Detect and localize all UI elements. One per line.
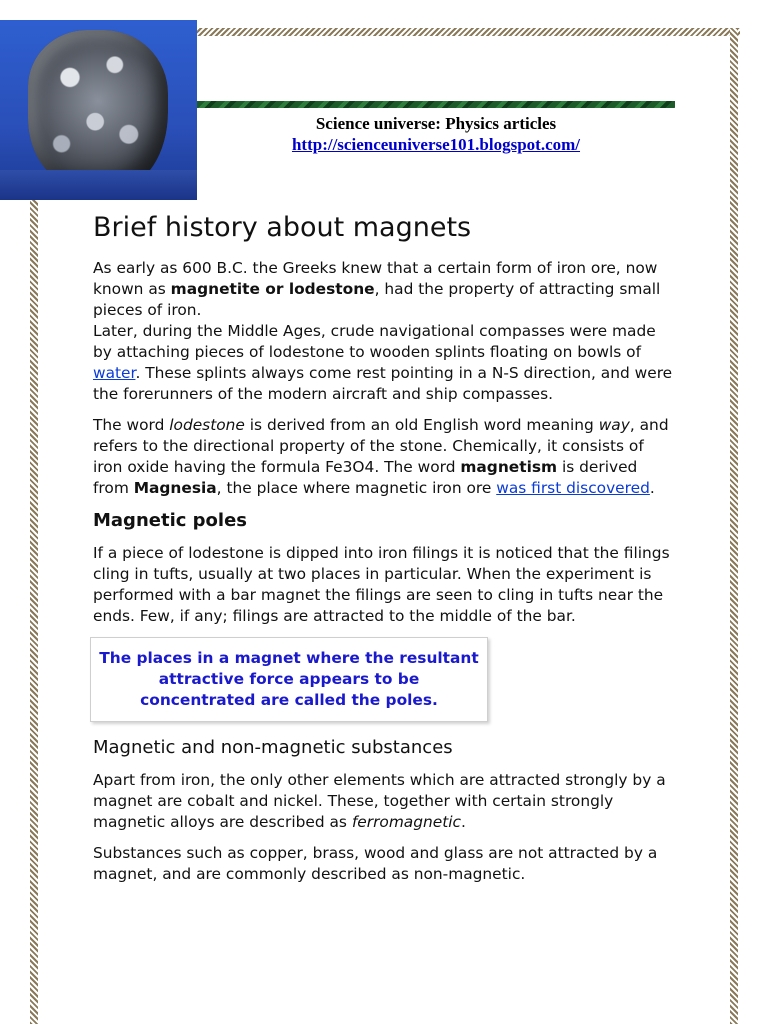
article-title: Brief history about magnets: [93, 212, 472, 243]
text: As early as 600 B.C. the Greeks knew that a certain form of iron ore, now known as: [93, 259, 658, 298]
italic-text: way: [598, 416, 630, 434]
rope-border-right: [730, 28, 738, 1024]
first-discovered-link[interactable]: was first discovered: [496, 479, 650, 497]
text: Apart from iron, the only other elements which are attracted strongly by a magnet are cobalt and nickel. These, together with certain strongly magnetic alloys are described as: [93, 771, 666, 831]
text: . These splints always come rest pointing in a N-S direction, and were the forerunners of the modern aircraft and ship compasses.: [93, 364, 673, 403]
article-content: [93, 210, 673, 895]
bold-text: magnetite or lodestone: [170, 280, 375, 298]
paragraph-ferromagnetic: [93, 770, 673, 833]
bold-text: magnetism: [460, 458, 558, 476]
paragraph-intro: [93, 258, 673, 405]
paragraph-non-magnetic: Substances such as copper, brass, wood and glass are not attracted by a magnet, and are commonly described as non-magnetic.: [93, 844, 658, 883]
text: The word: [93, 416, 170, 434]
blue-cloth-background: [0, 170, 197, 200]
italic-text: lodestone: [169, 416, 245, 434]
text: .: [461, 813, 466, 831]
lodestone-rock-image: [28, 30, 168, 188]
site-url-container: [197, 135, 675, 155]
paragraph-poles: If a piece of lodestone is dipped into iron filings it is noticed that the filings cling in tufts, usually at two places in particular. When the experiment is performed with a bar magnet the filings are seen to cling in tufts near the ends. Few, if any; filings are attracted to the middle of the bar.: [93, 544, 670, 625]
italic-text: ferromagnetic: [351, 813, 462, 831]
text: , and refers to the directional property of the stone. Chemically, it consists of iron oxide having the formula Fe3O4. The word: [93, 416, 669, 476]
callout-box-poles-definition: The places in a magnet where the resultant attractive force appears to be concentrated are called the poles.: [90, 637, 488, 722]
text: is derived from: [93, 458, 638, 497]
lodestone-photo: [0, 20, 197, 200]
text: is derived from an old English word meaning: [244, 416, 599, 434]
text: Later, during the Middle Ages, crude navigational compasses were made by attaching pieces of lodestone to wooden splints floating on bowls of: [93, 322, 656, 361]
bold-text: Magnesia: [133, 479, 217, 497]
decorative-green-strip: [197, 101, 675, 108]
text: , had the property of attracting small pieces of iron.: [93, 280, 661, 319]
text: .: [649, 479, 655, 497]
water-link[interactable]: water: [93, 364, 136, 382]
site-url-link[interactable]: http://scienceuniverse101.blogspot.com/: [291, 135, 581, 154]
text: , the place where magnetic iron ore: [216, 479, 497, 497]
paragraph-lodestone: [93, 415, 673, 499]
site-title: Science universe: Physics articles: [315, 114, 557, 133]
section-heading-magnetic-poles: Magnetic poles: [93, 510, 248, 531]
section-heading-substances: Magnetic and non-magnetic substances: [93, 737, 453, 758]
